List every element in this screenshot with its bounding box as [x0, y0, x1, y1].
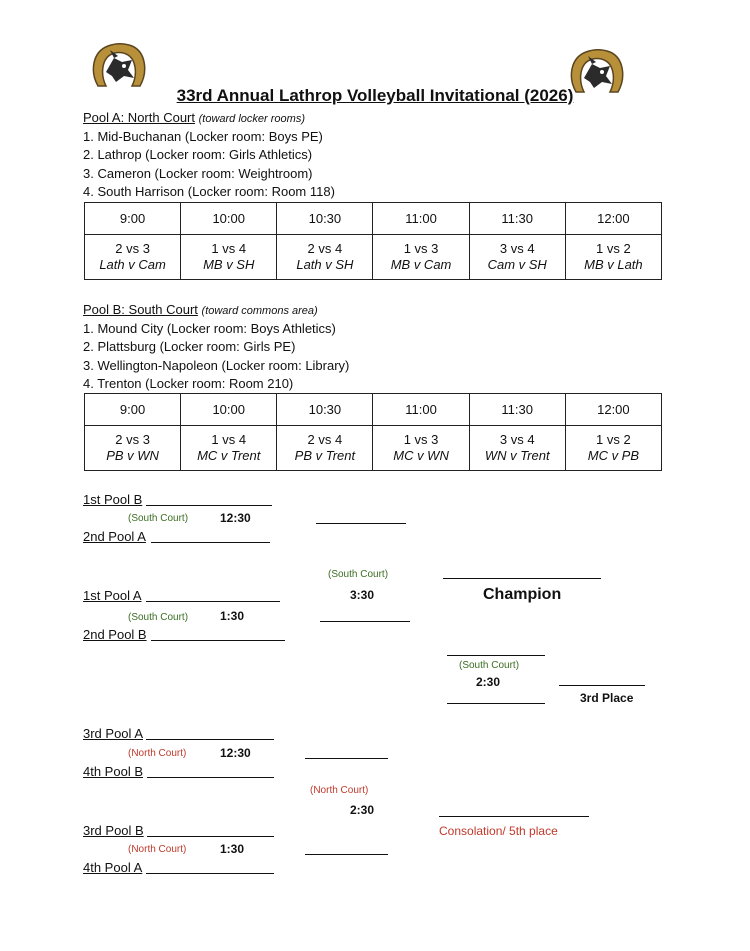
game-match: 1 vs 2	[596, 432, 631, 447]
time-cell: 9:00	[85, 394, 181, 426]
pool-a-name: Pool A: North Court	[83, 110, 195, 125]
winner-line	[305, 854, 388, 855]
bracket-line	[447, 655, 545, 656]
game-match: 1 vs 4	[211, 241, 247, 256]
game-match: 1 vs 3	[403, 432, 439, 447]
time-cell: 10:00	[181, 394, 277, 426]
court-label: (South Court)	[128, 612, 189, 623]
winner-line	[316, 523, 406, 524]
game-teams: Lath v SH	[296, 257, 354, 272]
consolation-label: Consolation/ 5th place	[439, 824, 558, 838]
bracket-slot-label: 2nd Pool B	[83, 627, 147, 642]
schedule-game-row	[85, 235, 662, 280]
court-label: (South Court)	[459, 660, 520, 671]
game-teams: Cam v SH	[487, 257, 547, 272]
court-label: (North Court)	[128, 748, 187, 759]
pool-b-note: (toward commons area)	[201, 305, 318, 317]
pool-b-team: 3. Wellington-Napoleon (Locker room: Library)	[83, 358, 350, 373]
bracket-slot-label: 4th Pool B	[83, 764, 143, 779]
bracket-line	[146, 601, 280, 602]
pool-a-team: 3. Cameron (Locker room: Weightroom)	[83, 166, 313, 181]
page-title: 33rd Annual Lathrop Volleyball Invitational (2026)	[176, 86, 574, 105]
pool-b-team: 1. Mound City (Locker room: Boys Athletics)	[83, 321, 336, 336]
game-cell	[565, 235, 661, 280]
game-cell	[85, 235, 181, 280]
pool-a-team: 4. South Harrison (Locker room: Room 118)	[83, 184, 335, 199]
game-cell	[373, 235, 469, 280]
bracket-slot-label: 1st Pool B	[83, 492, 143, 507]
bracket-line	[147, 836, 274, 837]
bracket-slot-label: 1st Pool A	[83, 588, 142, 603]
time-cell: 11:00	[373, 394, 469, 426]
bracket-line	[151, 640, 285, 641]
game-cell	[277, 235, 373, 280]
pool-a-team: 1. Mid-Buchanan (Locker room: Boys PE)	[83, 129, 323, 144]
consolation-winner-line	[439, 816, 589, 817]
court-label: (North Court)	[128, 844, 187, 855]
game-teams: Lath v Cam	[99, 257, 166, 272]
time-cell: 9:00	[85, 203, 181, 235]
schedule-time-row	[85, 394, 662, 426]
game-cell	[85, 426, 181, 471]
time-cell: 10:00	[181, 203, 277, 235]
game-match: 1 vs 4	[211, 432, 247, 447]
game-match: 1 vs 2	[596, 241, 631, 256]
court-label: (South Court)	[128, 513, 189, 524]
pool-a-team: 2. Lathrop (Locker room: Girls Athletics)	[83, 147, 313, 162]
mustang-horseshoe-icon	[88, 42, 150, 92]
game-cell	[181, 235, 277, 280]
game-cell	[469, 235, 565, 280]
pool-b-name: Pool B: South Court	[83, 302, 198, 317]
match-time: 3:30	[350, 588, 375, 602]
time-cell: 11:00	[373, 203, 469, 235]
bracket-slot-label: 3rd Pool B	[83, 823, 144, 838]
game-teams: MC v WN	[393, 448, 449, 463]
game-cell	[469, 426, 565, 471]
schedule-game-row	[85, 426, 662, 471]
bracket-slot-label: 3rd Pool A	[83, 726, 143, 741]
time-cell: 10:30	[277, 394, 373, 426]
game-teams: PB v Trent	[294, 448, 356, 463]
bracket-slot-label: 4th Pool A	[83, 860, 143, 875]
pool-b-team: 4. Trenton (Locker room: Room 210)	[83, 376, 294, 391]
third-place-label: 3rd Place	[580, 691, 634, 705]
game-match: 2 vs 3	[115, 241, 150, 256]
bracket-line	[146, 873, 274, 874]
time-cell: 12:00	[565, 203, 661, 235]
game-teams: MB v Cam	[390, 257, 452, 272]
match-time: 1:30	[220, 842, 245, 856]
court-label: (South Court)	[328, 569, 389, 580]
game-cell	[181, 426, 277, 471]
game-cell	[373, 426, 469, 471]
pool-b-heading	[83, 302, 318, 317]
winner-line	[320, 621, 410, 622]
game-match: 2 vs 4	[307, 432, 343, 447]
bracket-line	[447, 703, 545, 704]
game-match: 2 vs 3	[115, 432, 150, 447]
third-place-line	[559, 685, 645, 686]
bracket-line	[151, 542, 270, 543]
match-time: 12:30	[220, 746, 251, 760]
champion-label: Champion	[483, 586, 562, 603]
bracket-line	[146, 505, 272, 506]
time-cell: 12:00	[565, 394, 661, 426]
pool-a-note: (toward locker rooms)	[198, 113, 305, 125]
game-teams: MB v SH	[203, 257, 255, 272]
time-cell: 11:30	[469, 203, 565, 235]
schedule-time-row	[85, 203, 662, 235]
pool-b-schedule-table	[84, 393, 662, 471]
pool-a-schedule-table	[84, 202, 662, 280]
bracket-slot-label: 2nd Pool A	[83, 529, 146, 544]
bracket-line	[147, 777, 274, 778]
court-label: (North Court)	[310, 785, 369, 796]
game-match: 2 vs 4	[307, 241, 343, 256]
game-teams: WN v Trent	[484, 448, 550, 463]
pool-a-heading	[83, 110, 305, 125]
game-teams: MC v Trent	[197, 448, 261, 463]
champion-line	[443, 578, 601, 579]
game-cell	[277, 426, 373, 471]
game-teams: MB v Lath	[584, 257, 643, 272]
pool-b-team: 2. Plattsburg (Locker room: Girls PE)	[83, 339, 296, 354]
game-teams: PB v WN	[106, 448, 159, 463]
match-time: 12:30	[220, 511, 251, 525]
game-match: 3 vs 4	[499, 432, 535, 447]
game-match: 3 vs 4	[499, 241, 535, 256]
match-time: 2:30	[350, 803, 375, 817]
match-time: 1:30	[220, 609, 245, 623]
time-cell: 11:30	[469, 394, 565, 426]
winner-line	[305, 758, 388, 759]
match-time: 2:30	[476, 675, 501, 689]
game-match: 1 vs 3	[403, 241, 439, 256]
time-cell: 10:30	[277, 203, 373, 235]
game-cell	[565, 426, 661, 471]
game-teams: MC v PB	[587, 448, 640, 463]
bracket-line	[146, 739, 274, 740]
